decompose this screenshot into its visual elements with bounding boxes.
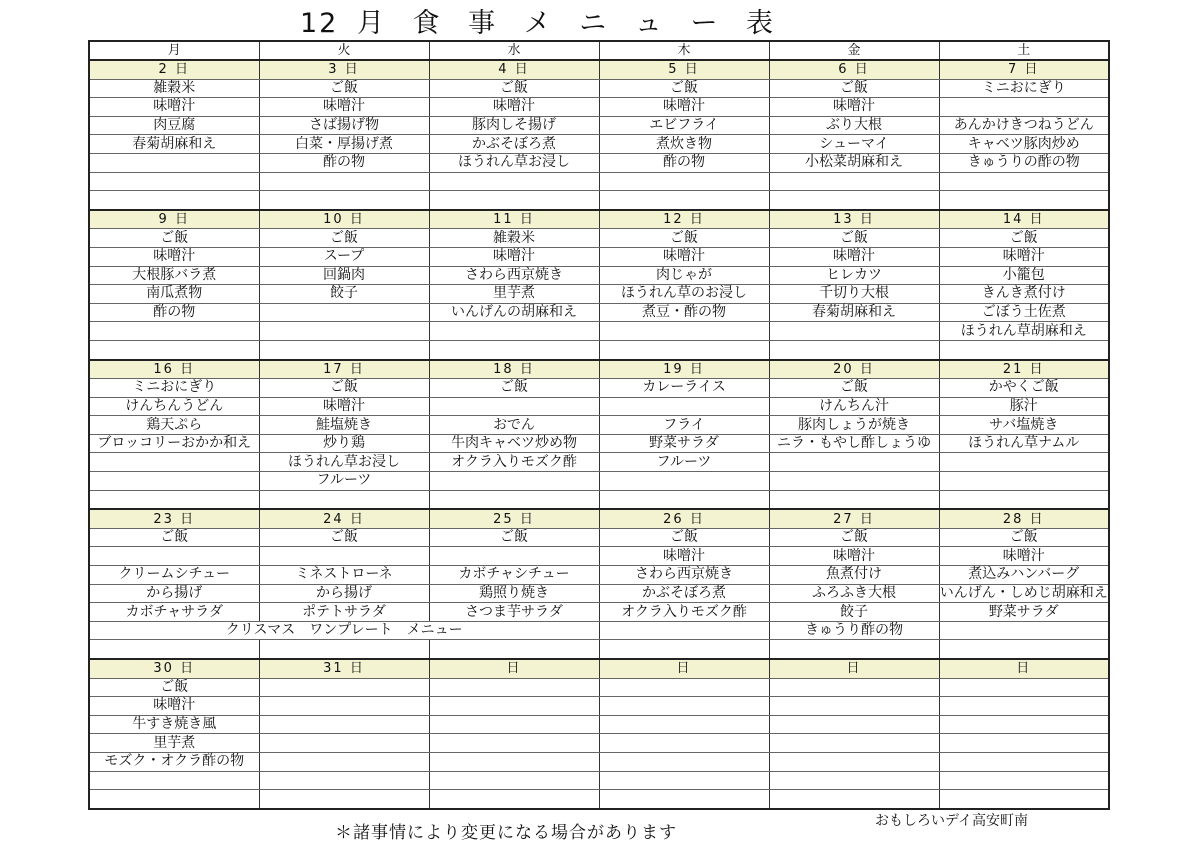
- menu-cell: けんちんうどん: [89, 397, 259, 416]
- menu-row: [89, 640, 1109, 659]
- menu-cell: ご飯: [769, 229, 939, 248]
- menu-cell: [259, 322, 429, 341]
- menu-cell: 小松菜胡麻和え: [769, 153, 939, 172]
- menu-cell: [599, 771, 769, 790]
- menu-cell: カボチャシチュー: [429, 566, 599, 585]
- menu-cell: ごぼう土佐煮: [939, 303, 1109, 322]
- menu-cell: ミニおにぎり: [89, 379, 259, 398]
- menu-cell: 味噌汁: [429, 247, 599, 266]
- menu-row: [89, 472, 1109, 491]
- menu-row: [89, 678, 1109, 697]
- menu-cell: おでん: [429, 416, 599, 435]
- menu-cell: 餃子: [769, 603, 939, 622]
- menu-cell: [769, 453, 939, 472]
- date-cell: 24 日: [259, 509, 429, 528]
- footer-note: ＊諸事情により変更になる場合があります: [335, 823, 677, 843]
- menu-row: [89, 322, 1109, 341]
- date-cell: 11 日: [429, 210, 599, 229]
- menu-table: [88, 40, 1110, 810]
- menu-cell: さわら西京焼き: [429, 266, 599, 285]
- menu-row: [89, 715, 1109, 734]
- menu-cell: [89, 322, 259, 341]
- date-cell: 20 日: [769, 360, 939, 379]
- date-cell: 14 日: [939, 210, 1109, 229]
- menu-cell: 味噌汁: [259, 98, 429, 117]
- menu-cell: [429, 472, 599, 491]
- menu-cell: [599, 678, 769, 697]
- date-cell: 19 日: [599, 360, 769, 379]
- menu-cell: [769, 752, 939, 771]
- date-cell: 12 日: [599, 210, 769, 229]
- menu-cell: 酢の物: [599, 153, 769, 172]
- menu-row: [89, 247, 1109, 266]
- menu-row: [89, 434, 1109, 453]
- menu-cell: [939, 172, 1109, 191]
- menu-cell: [89, 191, 259, 210]
- menu-row: [89, 229, 1109, 248]
- menu-cell: ほうれん草胡麻和え: [939, 322, 1109, 341]
- date-cell: 30 日: [89, 659, 259, 678]
- menu-cell: きんき煮付け: [939, 285, 1109, 304]
- menu-cell: [259, 191, 429, 210]
- date-cell: 10 日: [259, 210, 429, 229]
- menu-cell: さつま芋サラダ: [429, 603, 599, 622]
- menu-cell: [599, 397, 769, 416]
- menu-cell: ふろふき大根: [769, 584, 939, 603]
- menu-cell: エビフライ: [599, 116, 769, 135]
- menu-cell: [259, 303, 429, 322]
- menu-cell: かぶそぼろ煮: [599, 584, 769, 603]
- title-text: 月 食 事 メ ニ ュ ー 表: [356, 8, 784, 39]
- menu-cell: [939, 340, 1109, 359]
- menu-cell: 野菜サラダ: [599, 434, 769, 453]
- menu-cell: [769, 678, 939, 697]
- menu-row: [89, 397, 1109, 416]
- menu-cell: 味噌汁: [89, 98, 259, 117]
- menu-cell: モズク・オクラ酢の物: [89, 752, 259, 771]
- menu-cell: [259, 715, 429, 734]
- menu-cell: 回鍋肉: [259, 266, 429, 285]
- date-cell: 4 日: [429, 60, 599, 79]
- menu-cell: [599, 322, 769, 341]
- date-row: [89, 659, 1109, 678]
- menu-cell: ニラ・もやし酢しょうゆ: [769, 434, 939, 453]
- menu-cell: ご飯: [429, 379, 599, 398]
- menu-cell: [89, 771, 259, 790]
- menu-cell: [769, 771, 939, 790]
- menu-cell: [939, 191, 1109, 210]
- menu-cell: [599, 640, 769, 659]
- menu-cell: [429, 752, 599, 771]
- date-cell: 17 日: [259, 360, 429, 379]
- menu-cell: 味噌汁: [769, 247, 939, 266]
- menu-cell: [599, 472, 769, 491]
- date-cell: 23 日: [89, 509, 259, 528]
- menu-cell: [599, 715, 769, 734]
- menu-row: [89, 172, 1109, 191]
- menu-row: [89, 490, 1109, 509]
- menu-cell: [259, 771, 429, 790]
- menu-cell: ご飯: [259, 379, 429, 398]
- weekday-header: 木: [599, 41, 769, 60]
- menu-row: [89, 135, 1109, 154]
- menu-cell: [429, 734, 599, 753]
- menu-cell: [259, 340, 429, 359]
- menu-cell: 味噌汁: [599, 98, 769, 117]
- menu-cell: [429, 340, 599, 359]
- menu-cell: ご飯: [89, 528, 259, 547]
- menu-cell: [259, 734, 429, 753]
- menu-cell: [259, 697, 429, 716]
- menu-row: [89, 98, 1109, 117]
- menu-cell: 肉じゃが: [599, 266, 769, 285]
- menu-cell: ご飯: [939, 528, 1109, 547]
- menu-cell: 煮炊き物: [599, 135, 769, 154]
- menu-cell: さば揚げ物: [259, 116, 429, 135]
- date-row: [89, 210, 1109, 229]
- menu-cell: 小籠包: [939, 266, 1109, 285]
- menu-cell: 里芋煮: [89, 734, 259, 753]
- menu-cell: ポテトサラダ: [259, 603, 429, 622]
- menu-cell: ご飯: [769, 79, 939, 98]
- menu-cell: [259, 490, 429, 509]
- menu-cell: ほうれん草お浸し: [259, 453, 429, 472]
- date-cell: 日: [769, 659, 939, 678]
- menu-cell: [599, 172, 769, 191]
- menu-row: [89, 453, 1109, 472]
- date-cell: 3 日: [259, 60, 429, 79]
- date-cell: 9 日: [89, 210, 259, 229]
- menu-cell: ご飯: [769, 528, 939, 547]
- date-cell: 7 日: [939, 60, 1109, 79]
- menu-cell: かやくご飯: [939, 379, 1109, 398]
- menu-cell: ぶり大根: [769, 116, 939, 135]
- date-cell: 5 日: [599, 60, 769, 79]
- menu-cell: ミネストローネ: [259, 566, 429, 585]
- menu-cell: [429, 640, 599, 659]
- menu-cell: 大根豚バラ煮: [89, 266, 259, 285]
- christmas-note: クリスマス ワンプレート メニュー: [89, 621, 599, 640]
- menu-row: [89, 528, 1109, 547]
- menu-cell: ご飯: [89, 229, 259, 248]
- page-title: [300, 6, 900, 42]
- menu-row: [89, 379, 1109, 398]
- menu-cell: 味噌汁: [599, 247, 769, 266]
- menu-cell: [429, 547, 599, 566]
- menu-cell: さわら西京焼き: [599, 566, 769, 585]
- date-cell: 27 日: [769, 509, 939, 528]
- menu-cell: [89, 640, 259, 659]
- menu-cell: [429, 678, 599, 697]
- menu-cell: けんちん汁: [769, 397, 939, 416]
- menu-cell: [769, 191, 939, 210]
- menu-cell: [429, 715, 599, 734]
- menu-row: [89, 340, 1109, 359]
- menu-cell: 味噌汁: [939, 547, 1109, 566]
- menu-cell: [89, 453, 259, 472]
- menu-cell: [939, 490, 1109, 509]
- menu-cell: ご飯: [599, 528, 769, 547]
- menu-cell: [939, 790, 1109, 809]
- menu-cell: [939, 98, 1109, 117]
- menu-cell: ご飯: [429, 528, 599, 547]
- menu-cell: ご飯: [599, 79, 769, 98]
- menu-cell: ミニおにぎり: [939, 79, 1109, 98]
- menu-cell: [429, 172, 599, 191]
- menu-cell: ヒレカツ: [769, 266, 939, 285]
- menu-row: [89, 285, 1109, 304]
- menu-cell: オクラ入りモズク酢: [429, 453, 599, 472]
- menu-cell: [939, 771, 1109, 790]
- date-cell: 18 日: [429, 360, 599, 379]
- menu-cell: [259, 678, 429, 697]
- menu-row: [89, 79, 1109, 98]
- date-row: [89, 509, 1109, 528]
- date-cell: 日: [429, 659, 599, 678]
- menu-cell: 牛すき焼き風: [89, 715, 259, 734]
- menu-cell: カレーライス: [599, 379, 769, 398]
- menu-cell: 酢の物: [259, 153, 429, 172]
- menu-cell: [939, 640, 1109, 659]
- facility-name: おもしろいデイ高安町南: [875, 813, 1029, 829]
- menu-cell: から揚げ: [259, 584, 429, 603]
- menu-cell: 鶏天ぷら: [89, 416, 259, 435]
- menu-cell: 味噌汁: [89, 697, 259, 716]
- date-cell: 31 日: [259, 659, 429, 678]
- menu-cell: [89, 340, 259, 359]
- menu-cell: [939, 752, 1109, 771]
- menu-cell: [769, 172, 939, 191]
- menu-cell: [599, 621, 769, 640]
- menu-row: [89, 771, 1109, 790]
- menu-cell: [769, 640, 939, 659]
- menu-cell: [939, 697, 1109, 716]
- menu-cell: [939, 472, 1109, 491]
- menu-row: [89, 697, 1109, 716]
- menu-row: [89, 790, 1109, 809]
- menu-cell: [939, 621, 1109, 640]
- menu-cell: 豚肉しょうが焼き: [769, 416, 939, 435]
- menu-cell: 肉豆腐: [89, 116, 259, 135]
- date-cell: 日: [939, 659, 1109, 678]
- weekday-header: 火: [259, 41, 429, 60]
- menu-cell: [599, 490, 769, 509]
- menu-row: [89, 153, 1109, 172]
- menu-cell: [769, 340, 939, 359]
- menu-row: [89, 116, 1109, 135]
- menu-cell: [429, 322, 599, 341]
- menu-cell: ご飯: [259, 528, 429, 547]
- menu-cell: [769, 734, 939, 753]
- date-cell: 21 日: [939, 360, 1109, 379]
- date-row: [89, 360, 1109, 379]
- date-cell: 28 日: [939, 509, 1109, 528]
- menu-cell: [599, 697, 769, 716]
- menu-cell: 雑穀米: [429, 229, 599, 248]
- menu-cell: 雑穀米: [89, 79, 259, 98]
- menu-row: [89, 752, 1109, 771]
- menu-cell: [429, 191, 599, 210]
- menu-cell: いんげん・しめじ胡麻和え: [939, 584, 1108, 601]
- menu-row: [89, 416, 1109, 435]
- menu-cell: 野菜サラダ: [939, 603, 1109, 622]
- menu-cell: から揚げ: [89, 584, 259, 603]
- menu-cell: [769, 472, 939, 491]
- menu-row: [89, 191, 1109, 210]
- menu-cell: 鶏照り焼き: [429, 584, 599, 603]
- menu-row: [89, 621, 1109, 640]
- menu-cell: 味噌汁: [769, 98, 939, 117]
- menu-row: [89, 266, 1109, 285]
- menu-cell: 魚煮付け: [769, 566, 939, 585]
- menu-cell: [599, 790, 769, 809]
- menu-cell: [259, 752, 429, 771]
- date-cell: 16 日: [89, 360, 259, 379]
- menu-cell: あんかけきつねうどん: [939, 116, 1109, 135]
- menu-cell: [599, 734, 769, 753]
- menu-cell: ご飯: [939, 229, 1109, 248]
- date-cell: 25 日: [429, 509, 599, 528]
- menu-cell: [89, 790, 259, 809]
- menu-cell: [429, 697, 599, 716]
- menu-cell: [939, 715, 1109, 734]
- menu-cell: ご飯: [259, 229, 429, 248]
- menu-cell: ご飯: [259, 79, 429, 98]
- menu-cell: ご飯: [599, 229, 769, 248]
- menu-cell: [429, 397, 599, 416]
- menu-cell: ほうれん草ナムル: [939, 434, 1109, 453]
- menu-cell: きゅうり酢の物: [769, 621, 939, 640]
- menu-cell: 煮豆・酢の物: [599, 303, 769, 322]
- menu-cell: 春菊胡麻和え: [89, 135, 259, 154]
- menu-cell: [769, 697, 939, 716]
- menu-cell: 炒り鶏: [259, 434, 429, 453]
- menu-body: [89, 41, 1109, 809]
- menu-cell: 煮込みハンバーグ: [939, 566, 1109, 585]
- date-cell: 6 日: [769, 60, 939, 79]
- title-month: 12: [300, 8, 339, 39]
- menu-cell: フルーツ: [259, 472, 429, 491]
- menu-row: [89, 603, 1109, 622]
- menu-cell: [429, 790, 599, 809]
- menu-cell: [89, 490, 259, 509]
- menu-cell: 鮭塩焼き: [259, 416, 429, 435]
- menu-cell: ほうれん草のお浸し: [599, 285, 769, 304]
- menu-cell: いんげんの胡麻和え: [429, 303, 599, 322]
- menu-cell: ブロッコリーおかか和え: [89, 434, 259, 453]
- date-cell: 日: [599, 659, 769, 678]
- menu-cell: キャベツ豚肉炒め: [939, 135, 1109, 154]
- menu-cell: [89, 172, 259, 191]
- menu-cell: 豚肉しそ揚げ: [429, 116, 599, 135]
- menu-cell: [769, 790, 939, 809]
- menu-row: [89, 566, 1109, 585]
- menu-cell: 里芋煮: [429, 285, 599, 304]
- menu-cell: [259, 790, 429, 809]
- menu-cell: 味噌汁: [599, 547, 769, 566]
- weekday-header: 水: [429, 41, 599, 60]
- menu-cell: 味噌汁: [429, 98, 599, 117]
- weekday-header: 土: [939, 41, 1109, 60]
- menu-cell: [939, 453, 1109, 472]
- menu-cell: 味噌汁: [259, 397, 429, 416]
- menu-cell: カボチャサラダ: [89, 603, 259, 622]
- weekday-header: 金: [769, 41, 939, 60]
- menu-cell: [769, 490, 939, 509]
- menu-cell: ご飯: [769, 379, 939, 398]
- menu-cell: オクラ入りモズク酢: [599, 603, 769, 622]
- menu-cell: 餃子: [259, 285, 429, 304]
- menu-cell: [939, 734, 1109, 753]
- menu-cell: 豚汁: [939, 397, 1109, 416]
- menu-cell: フライ: [599, 416, 769, 435]
- weekday-header: 月: [89, 41, 259, 60]
- menu-cell: 南瓜煮物: [89, 285, 259, 304]
- date-cell: 13 日: [769, 210, 939, 229]
- date-cell: 26 日: [599, 509, 769, 528]
- menu-row: [89, 584, 1109, 603]
- menu-cell: [939, 678, 1109, 697]
- menu-cell: スープ: [259, 247, 429, 266]
- menu-cell: [89, 472, 259, 491]
- menu-cell: かぶそぼろ煮: [429, 135, 599, 154]
- menu-cell: [259, 547, 429, 566]
- menu-cell: シューマイ: [769, 135, 939, 154]
- date-cell: 2 日: [89, 60, 259, 79]
- menu-cell: 味噌汁: [939, 247, 1109, 266]
- menu-cell: [429, 490, 599, 509]
- menu-cell: [769, 322, 939, 341]
- menu-cell: フルーツ: [599, 453, 769, 472]
- menu-cell: [429, 771, 599, 790]
- menu-cell: [599, 752, 769, 771]
- menu-cell: ご飯: [429, 79, 599, 98]
- menu-cell: サバ塩焼き: [939, 416, 1109, 435]
- weekday-header-row: [89, 41, 1109, 60]
- menu-row: [89, 734, 1109, 753]
- menu-cell: 白菜・厚揚げ煮: [259, 135, 429, 154]
- menu-cell: [89, 547, 259, 566]
- menu-cell: [599, 191, 769, 210]
- menu-cell: 味噌汁: [769, 547, 939, 566]
- menu-row: [89, 303, 1109, 322]
- menu-cell: [599, 340, 769, 359]
- menu-cell: きゅうりの酢の物: [939, 153, 1109, 172]
- menu-cell: ほうれん草お浸し: [429, 153, 599, 172]
- date-row: [89, 60, 1109, 79]
- menu-cell: 酢の物: [89, 303, 259, 322]
- menu-cell: ご飯: [89, 678, 259, 697]
- menu-cell: [259, 172, 429, 191]
- menu-cell: 春菊胡麻和え: [769, 303, 939, 322]
- menu-cell: [89, 153, 259, 172]
- menu-row: [89, 547, 1109, 566]
- menu-cell: [769, 715, 939, 734]
- menu-cell: クリームシチュー: [89, 566, 259, 585]
- menu-cell: 牛肉キャベツ炒め物: [429, 434, 599, 453]
- menu-cell: 味噌汁: [89, 247, 259, 266]
- menu-cell: [259, 640, 429, 659]
- menu-cell: 千切り大根: [769, 285, 939, 304]
